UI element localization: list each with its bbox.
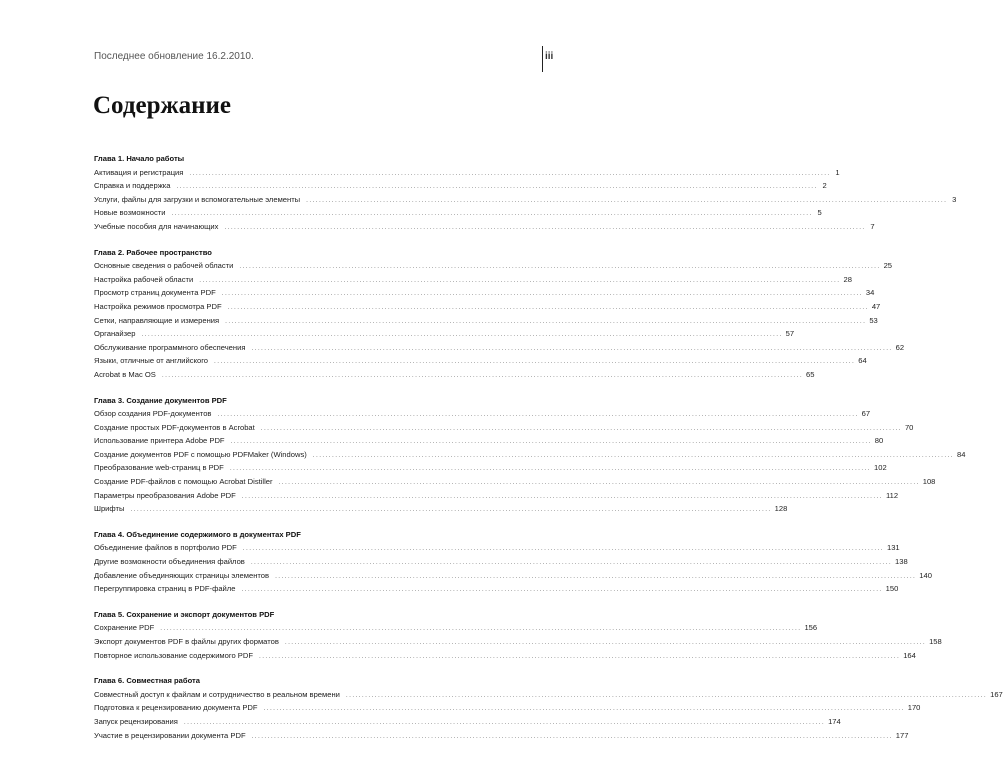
toc-entry-page: 150 xyxy=(885,584,899,594)
dot-leader: ........................................................................................................................................................................................................ xyxy=(230,438,872,446)
toc-entry[interactable] xyxy=(94,461,887,475)
dot-leader: ........................................................................................................................................................................................................ xyxy=(199,276,841,284)
toc-entry-label: Обзор создания PDF-документов xyxy=(94,409,212,419)
toc-entry-label: Создание простых PDF-документов в Acrobat xyxy=(94,422,255,432)
toc-entry-label: Объединение файлов в портфолио PDF xyxy=(94,543,237,553)
toc-entry-page: 84 xyxy=(956,449,966,459)
toc-entry-label: Создание PDF-файлов с помощью Acrobat Distiller xyxy=(94,477,273,487)
toc-entry-label: Сохранение PDF xyxy=(94,623,155,633)
toc-entry-label: Активация и регистрация xyxy=(94,167,184,177)
toc-chapter xyxy=(94,246,905,382)
dot-leader: ........................................................................................................................................................................................................ xyxy=(225,317,867,325)
toc-entry-page: 167 xyxy=(990,689,1003,699)
chapter-title: Глава 1. Начало работы xyxy=(94,154,185,163)
toc-entry-label: Использование принтера Adobe PDF xyxy=(94,436,225,446)
toc-entry[interactable] xyxy=(94,541,900,555)
toc-entry-label: Добавление объединяющих страницы элементов xyxy=(94,570,270,580)
toc-entry-page: 128 xyxy=(774,504,788,514)
toc-entry-label: Параметры преобразования Adobe PDF xyxy=(94,490,236,500)
dot-leader: ........................................................................................................................................................................................................ xyxy=(183,718,826,726)
toc-entry-page: 25 xyxy=(883,261,893,271)
toc-entry-page: 158 xyxy=(929,637,942,646)
toc-chapter xyxy=(94,528,932,596)
dot-leader: ........................................................................................................................................................................................................ xyxy=(275,572,917,580)
toc-entry-page: 3 xyxy=(952,194,957,204)
toc-entry-page: 138 xyxy=(895,557,908,567)
toc-entry[interactable] xyxy=(94,273,852,287)
dot-leader: ........................................................................................................................................................................................................ xyxy=(227,303,869,311)
toc-entry[interactable] xyxy=(94,300,881,314)
toc-entry-label: Шрифты xyxy=(94,504,125,514)
toc-chapter xyxy=(94,152,957,234)
toc-entry[interactable] xyxy=(94,502,788,516)
toc-entry[interactable] xyxy=(94,635,942,649)
dot-leader: ........................................................................................................................................................................................................ xyxy=(161,371,804,379)
toc-entry-label: Просмотр страниц документа PDF xyxy=(94,288,216,298)
toc-entry[interactable] xyxy=(94,688,1003,702)
dot-leader: ........................................................................................................................................................................................................ xyxy=(278,479,920,487)
toc-entry[interactable] xyxy=(94,259,893,273)
toc-entry-page: 57 xyxy=(785,329,795,339)
toc-entry-page: 7 xyxy=(870,221,875,231)
toc-entry[interactable] xyxy=(94,354,867,368)
toc-entry-page: 62 xyxy=(895,342,905,352)
toc-entry-page: 80 xyxy=(874,436,884,446)
toc-entry-label: Подготовка к рецензированию документа PDF xyxy=(94,703,258,713)
dot-leader: ........................................................................................................................................................................................................ xyxy=(312,451,954,459)
toc-entry-page: 131 xyxy=(886,543,900,553)
chapter-title: Глава 3. Создание документов PDF xyxy=(94,395,227,405)
toc-entry[interactable] xyxy=(94,327,795,341)
toc-entry-label: Совместный доступ к файлам и сотрудничество в реальном времени xyxy=(94,689,340,699)
dot-leader: ........................................................................................................................................................................................................ xyxy=(250,559,893,567)
toc-entry-page: 1 xyxy=(835,167,840,177)
chapter-title: Глава 2. Рабочее пространство xyxy=(94,247,212,257)
dot-leader: ........................................................................................................................................................................................................ xyxy=(160,625,802,633)
toc-entry-label: Органайзер xyxy=(94,329,136,339)
dot-leader: ........................................................................................................................................................................................................ xyxy=(141,331,783,339)
toc-entry-page: 170 xyxy=(907,703,921,713)
toc-entry-page: 156 xyxy=(804,623,818,633)
toc-chapter xyxy=(94,674,1003,742)
toc-entry[interactable] xyxy=(94,729,909,743)
toc-entry[interactable] xyxy=(94,434,884,448)
dot-leader: ........................................................................................................................................................................................................ xyxy=(214,358,856,366)
toc-entry[interactable] xyxy=(94,582,899,596)
toc-entry-page: 65 xyxy=(806,369,815,379)
toc-entry-label: Перегруппировка страниц в PDF-файле xyxy=(94,584,236,594)
toc-entry[interactable] xyxy=(94,368,815,382)
dot-leader: ........................................................................................................................................................................................................ xyxy=(241,492,883,500)
toc-entry[interactable] xyxy=(94,555,908,569)
toc-entry-page: 174 xyxy=(828,716,841,726)
page-number: iii xyxy=(545,51,554,62)
toc-entry-label: Справка и поддержка xyxy=(94,181,171,191)
toc-entry-page: 112 xyxy=(885,490,899,500)
dot-leader: ........................................................................................................................................................................................................ xyxy=(176,183,818,191)
dot-leader: ........................................................................................................................................................................................................ xyxy=(224,223,866,231)
toc-entry-label: Запуск рецензирования xyxy=(94,716,178,726)
toc-entry-label: Учебные пособия для начинающих xyxy=(94,221,219,231)
dot-leader: ........................................................................................................................................................................................................ xyxy=(345,691,988,699)
dot-leader: ........................................................................................................................................................................................................ xyxy=(260,424,902,432)
chapter-title: Глава 6. Совместная работа xyxy=(94,676,200,686)
toc-entry-page: 164 xyxy=(903,650,916,660)
header-last-updated: Последнее обновление 16.2.2010. xyxy=(94,51,254,62)
toc-entry-label: Обслуживание программного обеспечения xyxy=(94,342,246,352)
toc-entry[interactable] xyxy=(94,341,905,355)
toc-entry-label: Экспорт документов PDF в файлы других форматов xyxy=(94,637,279,646)
toc-entry-label: Сетки, направляющие и измерения xyxy=(94,315,220,325)
dot-leader: ........................................................................................................................................................................................................ xyxy=(229,465,871,473)
toc-entry-page: 70 xyxy=(904,422,914,432)
toc-entry[interactable] xyxy=(94,448,966,462)
toc-entry[interactable] xyxy=(94,621,818,635)
toc-entry-page: 5 xyxy=(817,208,822,218)
dot-leader: ........................................................................................................................................................................................................ xyxy=(251,344,893,352)
toc-entry-page: 34 xyxy=(865,288,875,298)
toc-entry-label: Повторное использование содержимого PDF xyxy=(94,650,253,660)
toc-entry[interactable] xyxy=(94,649,916,663)
dot-leader: ........................................................................................................................................................................................................ xyxy=(241,586,883,594)
toc-entry[interactable] xyxy=(94,166,840,180)
toc-entry-label: Языки, отличные от английского xyxy=(94,356,209,366)
toc-chapter xyxy=(94,394,966,516)
dot-leader: ........................................................................................................................................................................................................ xyxy=(130,506,772,514)
toc-entry-label: Создание документов PDF с помощью PDFMaker (Windows) xyxy=(94,449,307,459)
toc-entry[interactable] xyxy=(94,193,957,207)
dot-leader: ........................................................................................................................................................................................................ xyxy=(306,196,948,204)
toc-entry[interactable] xyxy=(94,179,827,193)
page-number-rule xyxy=(542,46,543,72)
dot-leader: ........................................................................................................................................................................................................ xyxy=(221,290,863,298)
dot-leader: ........................................................................................................................................................................................................ xyxy=(284,639,927,646)
toc-entry[interactable] xyxy=(94,286,875,300)
toc-entry[interactable] xyxy=(94,701,921,715)
dot-leader: ........................................................................................................................................................................................................ xyxy=(217,411,859,419)
dot-leader: ........................................................................................................................................................................................................ xyxy=(189,169,831,177)
toc-entry-page: 53 xyxy=(869,315,878,325)
toc-entry-page: 102 xyxy=(874,463,887,473)
toc-entry[interactable] xyxy=(94,314,878,328)
toc-entry-label: Услуги, файлы для загрузки и вспомогательные элементы xyxy=(94,194,301,204)
toc-entry-label: Преобразование web-страниц в PDF xyxy=(94,463,224,473)
toc-entry[interactable] xyxy=(94,206,822,220)
page-title: Содержание xyxy=(93,92,232,119)
table-of-contents xyxy=(94,152,1003,754)
toc-entry[interactable] xyxy=(94,407,871,421)
toc-entry-label: Участие в рецензировании документа PDF xyxy=(94,730,246,740)
toc-entry[interactable] xyxy=(94,569,932,583)
toc-entry-label: Основные сведения о рабочей области xyxy=(94,261,234,271)
toc-chapter xyxy=(94,608,942,662)
toc-entry-label: Новые возможности xyxy=(94,208,166,218)
toc-entry-page: 108 xyxy=(922,477,936,487)
toc-entry[interactable] xyxy=(94,475,936,489)
dot-leader: ........................................................................................................................................................................................................ xyxy=(259,652,901,660)
dot-leader: ........................................................................................................................................................................................................ xyxy=(263,705,905,713)
toc-entry[interactable] xyxy=(94,421,914,435)
toc-entry-label: Другие возможности объединения файлов xyxy=(94,557,245,567)
dot-leader: ........................................................................................................................................................................................................ xyxy=(242,545,884,553)
toc-entry-label: Acrobat в Mac OS xyxy=(94,369,156,379)
toc-entry-page: 64 xyxy=(858,356,867,366)
dot-leader: ........................................................................................................................................................................................................ xyxy=(239,263,881,271)
toc-entry-page: 140 xyxy=(919,570,932,580)
chapter-title: Глава 5. Сохранение и экспорт документов PDF xyxy=(94,609,275,619)
toc-entry-page: 177 xyxy=(895,730,909,740)
toc-entry[interactable] xyxy=(94,220,875,234)
toc-entry-page: 47 xyxy=(871,301,881,311)
toc-entry-label: Настройка режимов просмотра PDF xyxy=(94,301,222,311)
chapter-title: Глава 4. Объединение содержимого в документах PDF xyxy=(94,529,301,539)
toc-entry-page: 28 xyxy=(843,274,852,284)
toc-entry-page: 2 xyxy=(822,181,827,191)
dot-leader: ........................................................................................................................................................................................................ xyxy=(171,210,813,218)
toc-entry-label: Настройка рабочей области xyxy=(94,274,194,284)
toc-entry[interactable] xyxy=(94,715,841,729)
dot-leader: ........................................................................................................................................................................................................ xyxy=(251,732,893,740)
toc-entry-page: 67 xyxy=(861,409,871,419)
toc-entry[interactable] xyxy=(94,489,899,503)
